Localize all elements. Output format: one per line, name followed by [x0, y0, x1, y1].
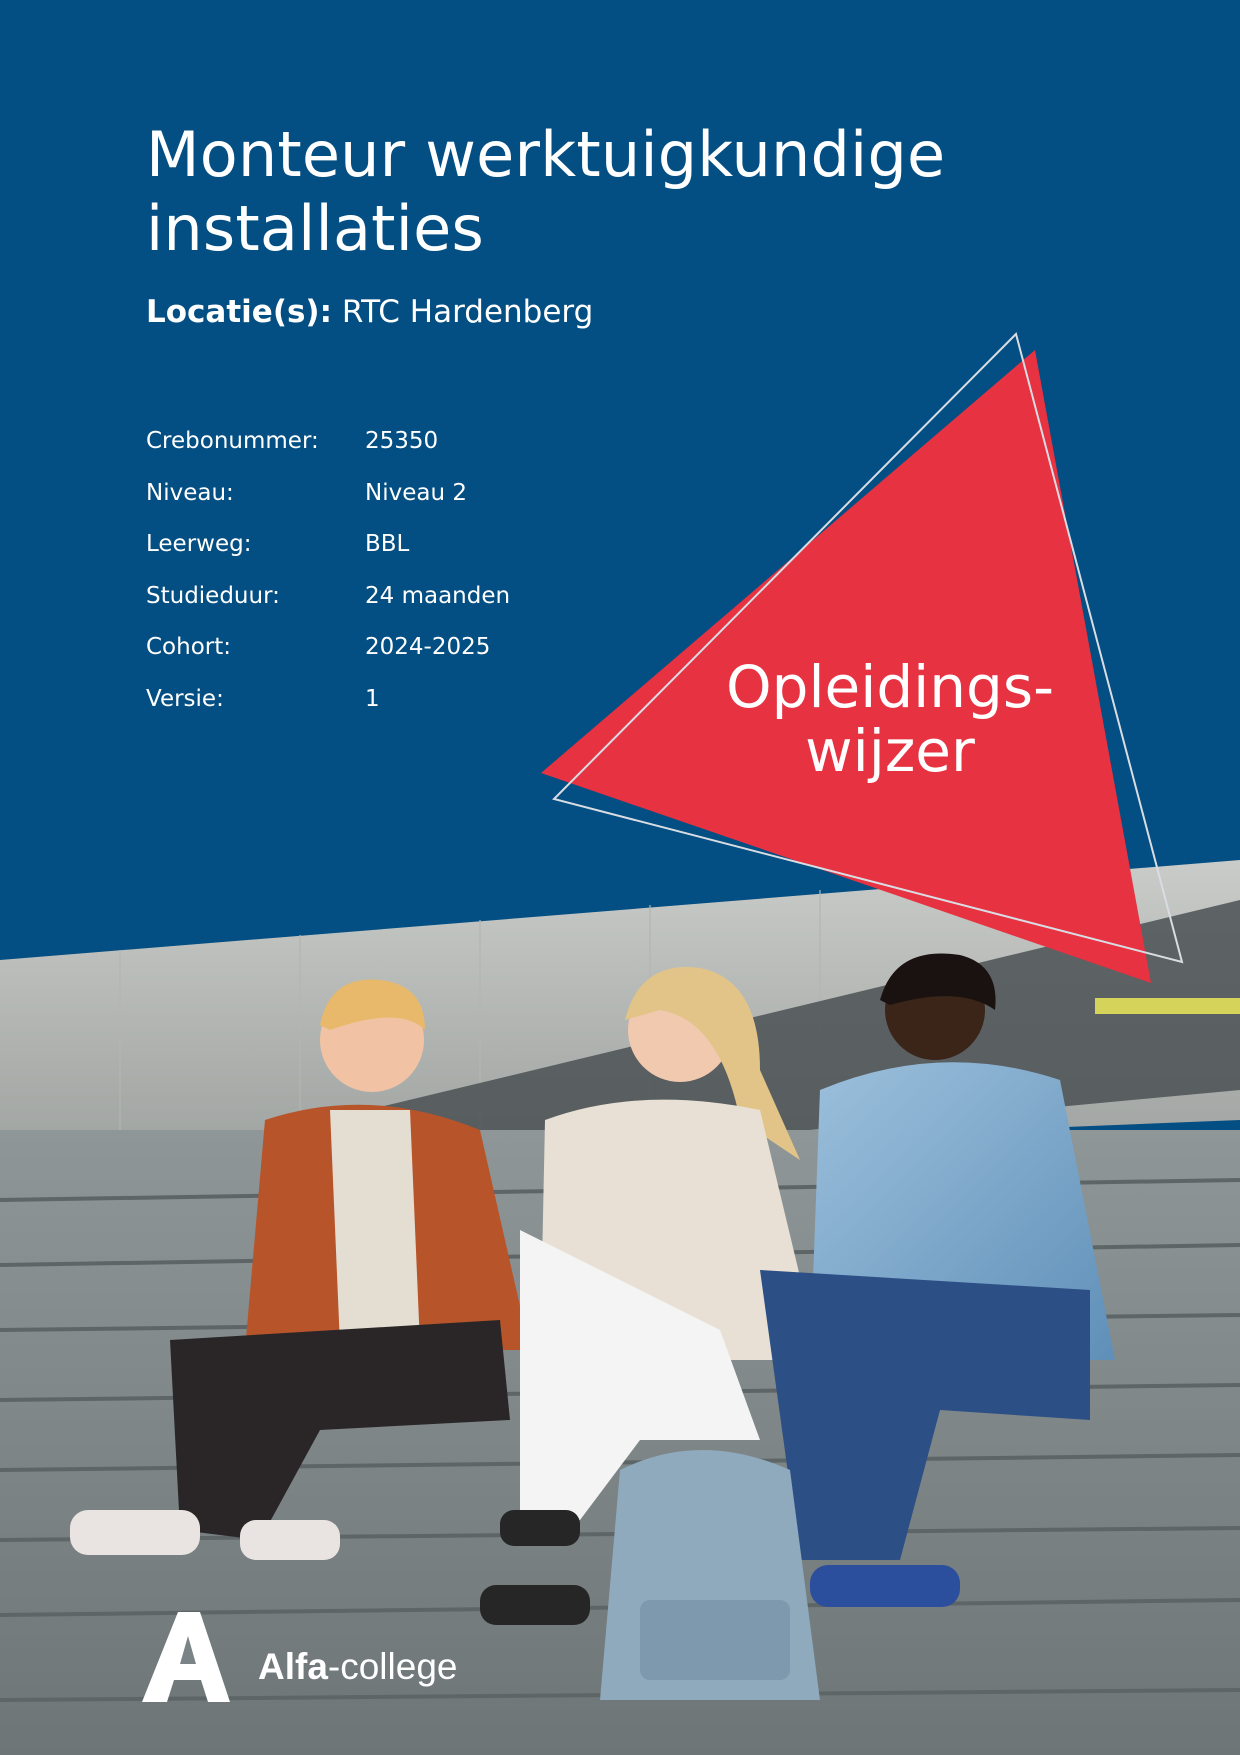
- detail-row-studieduur: [146, 579, 646, 631]
- detail-value: Niveau 2: [365, 479, 467, 506]
- logo-wordmark: [258, 1646, 457, 1688]
- alfa-college-logo: [138, 1608, 518, 1708]
- detail-row-cohort: [146, 630, 646, 682]
- alfa-logo-icon: [138, 1608, 238, 1708]
- detail-value: 25350: [365, 428, 439, 454]
- detail-value: 1: [365, 685, 380, 712]
- detail-label: Crebonummer:: [146, 428, 319, 454]
- page-title: [146, 118, 1046, 266]
- title-line-2: installaties: [146, 192, 484, 265]
- logo-suffix: -college: [327, 1646, 458, 1687]
- location-label: Locatie(s):: [146, 294, 332, 330]
- badge-line-2: wijzer: [805, 717, 975, 785]
- detail-label: Versie:: [146, 685, 224, 712]
- detail-value: BBL: [365, 531, 410, 557]
- location-value: RTC Hardenberg: [341, 294, 594, 330]
- detail-value: 24 maanden: [365, 582, 511, 609]
- detail-label: Niveau:: [146, 479, 234, 506]
- badge-text: [700, 655, 1080, 783]
- detail-label: Cohort:: [146, 634, 232, 660]
- logo-brand: Alfa: [258, 1646, 328, 1687]
- detail-row-crebonummer: [146, 424, 646, 476]
- detail-row-leerweg: [146, 527, 646, 579]
- detail-label: Studieduur:: [146, 582, 280, 609]
- location-line: [146, 292, 593, 332]
- course-details: [146, 424, 646, 733]
- detail-row-niveau: [146, 476, 646, 528]
- detail-row-versie: [146, 682, 646, 734]
- detail-value: 2024-2025: [365, 634, 491, 660]
- detail-label: Leerweg:: [146, 531, 252, 557]
- badge-line-1: Opleidings-: [725, 653, 1055, 721]
- title-line-1: Monteur werktuigkundige: [146, 118, 946, 191]
